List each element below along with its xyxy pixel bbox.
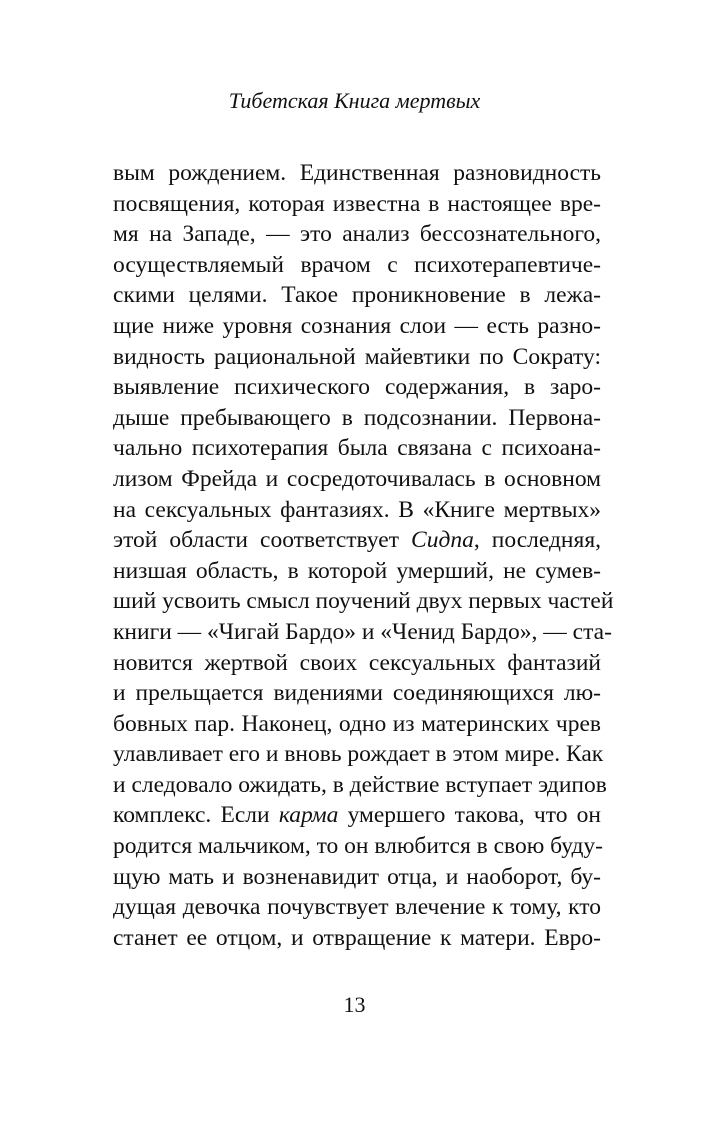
text-segment: лизом Фрейда и сосредоточивалась в основном bbox=[113, 465, 601, 492]
text-segment: комплекс. Если bbox=[113, 802, 279, 829]
text-line bbox=[113, 923, 601, 954]
text-line bbox=[113, 250, 601, 281]
text-segment: станет ее отцом, и отвращение к матери. Евро- bbox=[113, 924, 601, 951]
text-line bbox=[113, 433, 601, 464]
text-segment: и следовало ожидать, в действие вступает эдипов bbox=[113, 771, 607, 798]
text-line bbox=[113, 525, 601, 556]
text-segment: осуществляемый врачом с психотерапевтиче- bbox=[113, 251, 601, 278]
text-segment: улавливает его и вновь рождает в этом мире. Как bbox=[113, 741, 604, 768]
text-line bbox=[113, 311, 601, 342]
text-line bbox=[113, 556, 601, 587]
text-line bbox=[113, 403, 601, 434]
text-line bbox=[113, 648, 601, 679]
text-line bbox=[113, 158, 601, 189]
text-segment: родится мальчиком, то он влюбится в свою буду- bbox=[113, 833, 604, 860]
text-line bbox=[113, 709, 601, 740]
text-line bbox=[113, 495, 601, 526]
text-segment: низшая область, в которой умерший, не сумев- bbox=[113, 557, 601, 584]
text-segment: на сексуальных фантазиях. В «Книге мертвых» bbox=[113, 496, 601, 523]
italic-term: Сидпа bbox=[411, 527, 474, 554]
text-line bbox=[113, 372, 601, 403]
text-line bbox=[113, 464, 601, 495]
text-line bbox=[113, 189, 601, 220]
text-segment: ший усвоить смысл поучений двух первых частей bbox=[113, 588, 614, 615]
text-line bbox=[113, 892, 601, 923]
text-segment: чально психотерапия была связана с психоана- bbox=[113, 435, 601, 462]
text-line bbox=[113, 280, 601, 311]
running-header: Тибетская Книга мертвых bbox=[228, 88, 481, 113]
body-text bbox=[113, 158, 614, 953]
text-segment: этой области соответствует bbox=[113, 527, 412, 554]
text-segment: скими целями. Такое проникновение в лежа- bbox=[113, 282, 601, 309]
text-line bbox=[113, 862, 601, 893]
text-segment: выявление психического содержания, в заро- bbox=[113, 374, 601, 401]
text-line bbox=[113, 342, 601, 373]
text-segment: книги — «Чигай Бардо» и «Ченид Бардо», — ста- bbox=[113, 618, 612, 645]
text-line bbox=[113, 617, 612, 648]
text-line bbox=[113, 800, 601, 831]
text-segment: и прельщается видениями соединяющихся лю- bbox=[113, 680, 601, 707]
text-line bbox=[113, 678, 601, 709]
text-segment: дущая девочка почувствует влечение к тому, кто bbox=[113, 894, 601, 921]
text-segment: умершего такова, что он bbox=[338, 802, 602, 829]
text-segment: новится жертвой своих сексуальных фантазий bbox=[113, 649, 601, 676]
text-segment: щую мать и возненавидит отца, и наоборот, бу- bbox=[113, 863, 601, 890]
page-number: 13 bbox=[343, 992, 366, 1017]
text-line bbox=[113, 831, 604, 862]
text-segment: вым рождением. Единственная разновидность bbox=[113, 160, 601, 186]
text-segment: посвящения, которая известна в настоящее вре- bbox=[113, 190, 601, 217]
text-segment: дыше пребывающего в подсознании. Первона- bbox=[113, 404, 601, 431]
text-line bbox=[113, 219, 601, 250]
text-line bbox=[113, 770, 607, 801]
text-line bbox=[113, 739, 604, 770]
text-segment: бовных пар. Наконец, одно из материнских чрев bbox=[113, 710, 601, 737]
text-line bbox=[113, 586, 614, 617]
text-segment: мя на Западе, — это анализ бессознательного, bbox=[113, 221, 601, 248]
text-segment: щие ниже уровня сознания слои — есть разно- bbox=[113, 312, 601, 339]
text-segment: видность рациональной майевтики по Сократу: bbox=[113, 343, 601, 370]
italic-term: карма bbox=[278, 802, 339, 829]
text-segment: , последняя, bbox=[473, 527, 601, 554]
